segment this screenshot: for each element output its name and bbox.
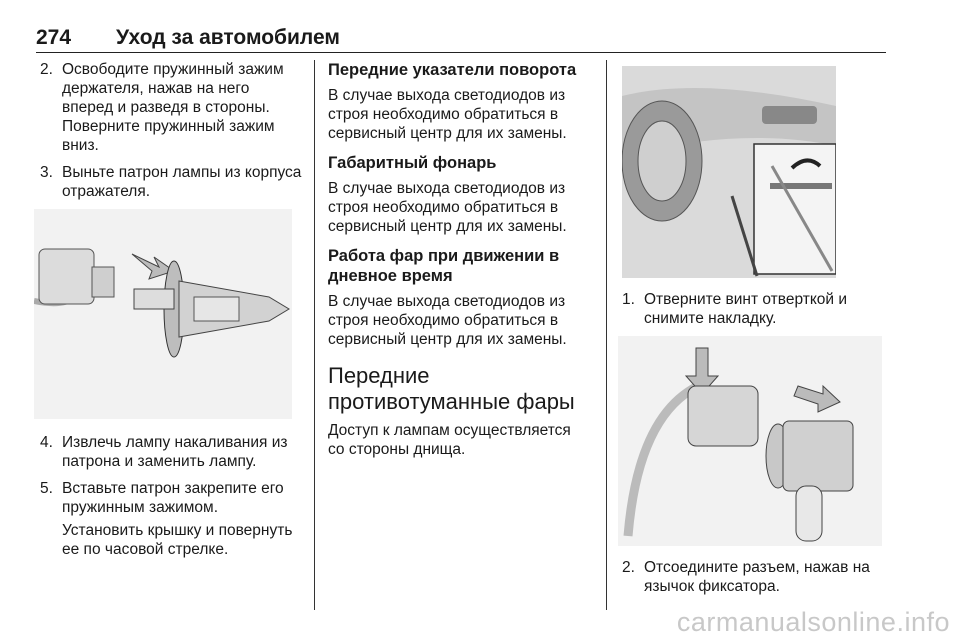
list-item	[40, 433, 302, 471]
section-text: В случае выхода светодиодов из строя необходимо обратиться в сервисный центр для их замены.	[328, 87, 567, 142]
step-number: 2.	[622, 559, 635, 576]
step-text: Извлечь лампу накаливания из патрона и заменить лампу.	[62, 434, 288, 470]
bulb-removal-illustration	[34, 209, 292, 419]
step-note: Установить крышку и повернуть ее по часовой стрелке.	[62, 522, 293, 558]
page-header	[36, 22, 886, 53]
step-number: 1.	[622, 291, 635, 308]
list-item	[40, 163, 302, 201]
step-number: 5.	[40, 480, 53, 497]
column-2	[328, 60, 586, 469]
watermark: carmanualsonline.info	[676, 607, 950, 637]
page-number: 274	[36, 26, 72, 49]
step-text: Вставьте патрон закрепите его пружинным зажимом.	[62, 480, 284, 516]
connector-drawing	[618, 336, 882, 546]
section-text: В случае выхода светодиодов из строя необходимо обратиться в сервисный центр для их замены.	[328, 293, 567, 348]
bulb-holder-drawing	[34, 209, 292, 419]
column-1	[40, 60, 302, 567]
page-title: Уход за автомобилем	[116, 26, 340, 49]
fog-lamp-cover-illustration	[622, 66, 836, 278]
fog-lamp-connector-illustration	[618, 336, 882, 546]
section-text: Доступ к лампам осуществляется со стороны днища.	[328, 422, 571, 458]
section-heading: Передние указатели поворота	[328, 61, 577, 79]
step-number: 3.	[40, 164, 53, 181]
step-text: Освободите пружинный зажим держателя, нажав на него вперед и разведя в стороны. Поверните пружинный зажим вниз.	[62, 61, 284, 154]
column-divider	[606, 60, 607, 610]
list-item	[40, 479, 302, 517]
step-number: 2.	[40, 61, 53, 78]
step-text: Отверните винт отверткой и снимите накладку.	[644, 291, 848, 327]
section-heading: Габаритный фонарь	[328, 154, 497, 172]
list-item	[622, 558, 890, 596]
list-item	[622, 290, 890, 328]
column-3	[622, 60, 890, 604]
chapter-heading: Передние противотуманные фары	[328, 363, 575, 414]
step-text: Отсоедините разъем, нажав на язычок фиксатора.	[644, 559, 870, 595]
bumper-drawing	[622, 66, 836, 278]
step-number: 4.	[40, 434, 53, 451]
section-text: В случае выхода светодиодов из строя необходимо обратиться в сервисный центр для их замены.	[328, 180, 567, 235]
section-heading: Работа фар при движении в дневное время	[328, 247, 560, 285]
column-divider	[314, 60, 315, 610]
step-text: Выньте патрон лампы из корпуса отражателя.	[62, 164, 302, 200]
list-item	[40, 60, 302, 155]
